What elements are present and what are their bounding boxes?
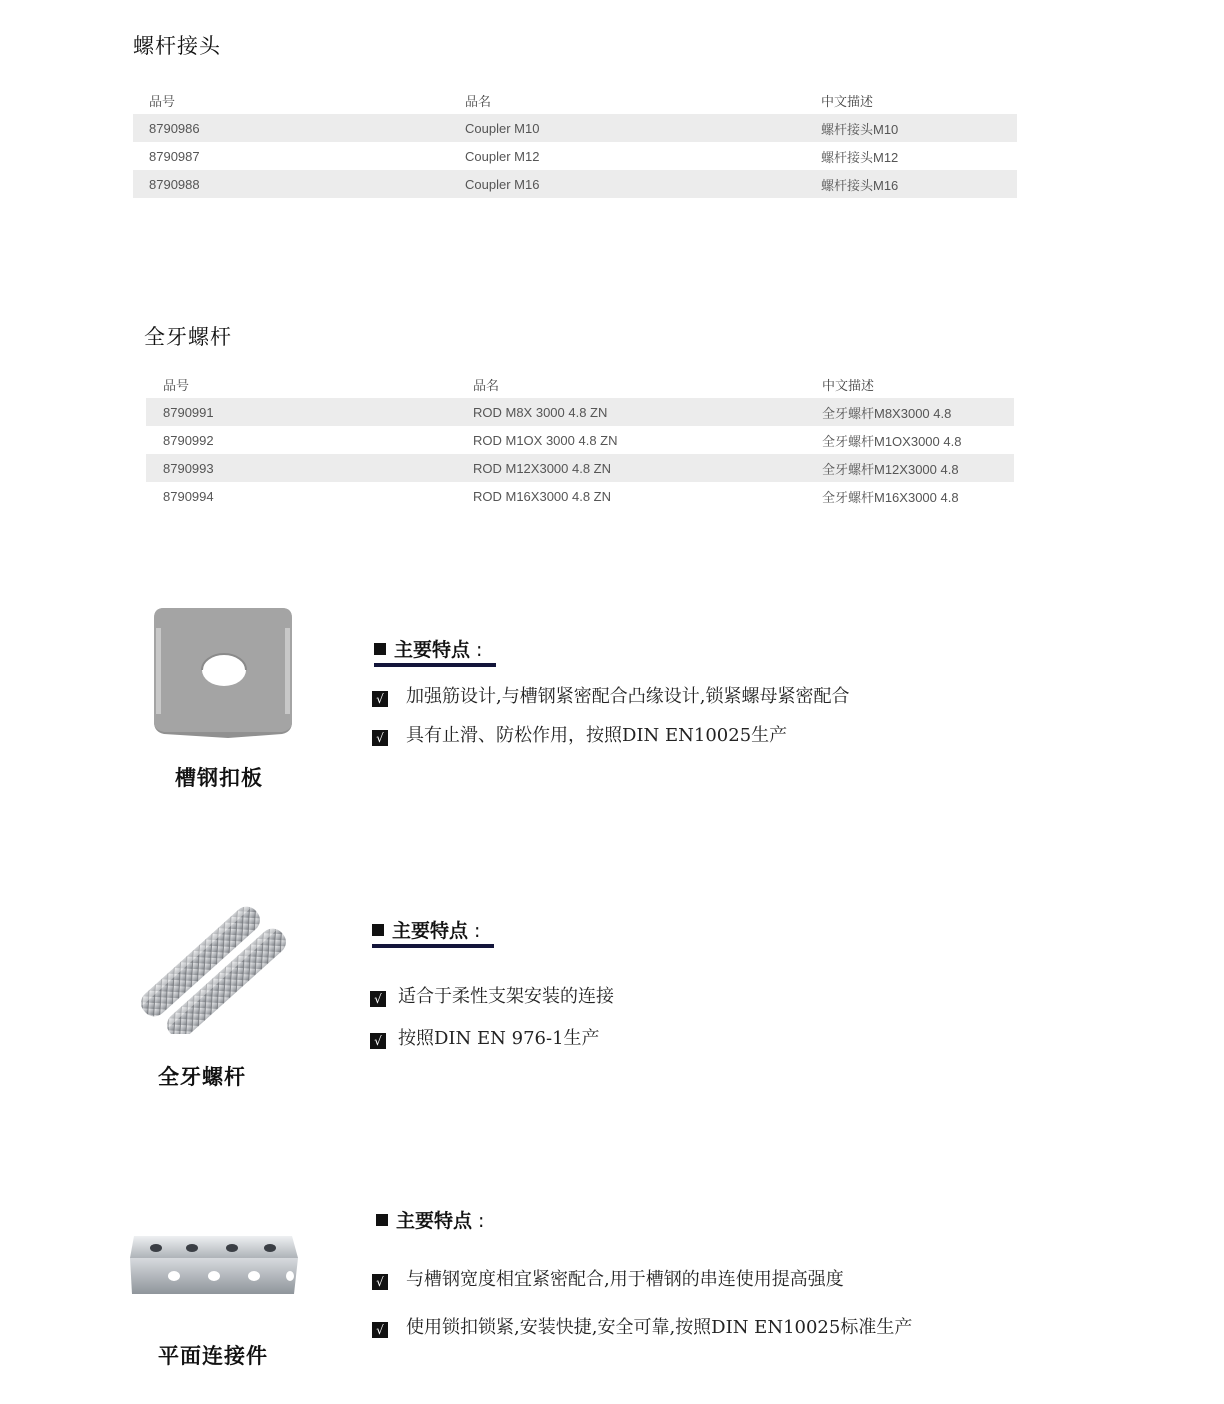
cell-item-name: Coupler M12 xyxy=(465,148,540,164)
square-bullet-icon xyxy=(376,1214,388,1226)
feature-text: 适合于柔性支架安装的连接 xyxy=(398,986,614,1007)
cell-item-no: 8790986 xyxy=(133,114,464,142)
header-cn-desc: 中文描述 xyxy=(822,377,875,393)
features-heading xyxy=(374,635,482,662)
cell-item-no: 8790988 xyxy=(133,170,464,198)
cell-item-name: Coupler M16 xyxy=(464,170,820,198)
header-cn-desc: 中文描述 xyxy=(821,93,874,109)
colon: : xyxy=(476,639,483,661)
table-header-row xyxy=(146,370,1014,398)
square-bullet-icon xyxy=(374,643,386,655)
heading-underline xyxy=(374,663,496,667)
features-heading xyxy=(376,1206,484,1233)
checkbox-check-icon: √ xyxy=(370,1033,386,1049)
product-name-threaded-rod: 全牙螺杆 xyxy=(158,1065,246,1089)
coupler-spec-table xyxy=(133,86,1017,198)
cell-cn-desc: 螺杆接头M12 xyxy=(821,149,899,165)
product-name-channel-washer: 槽钢扣板 xyxy=(175,766,263,790)
table-row xyxy=(133,142,1017,170)
features-title: 主要特点 xyxy=(394,639,471,661)
features-title: 主要特点 xyxy=(396,1210,473,1232)
square-bullet-icon xyxy=(372,924,384,936)
feature-text: 加强筋设计,与槽钢紧密配合凸缘设计,锁紧螺母紧密配合 xyxy=(406,686,850,707)
header-item-no: 品号 xyxy=(163,377,190,393)
flat-connector-plate-icon xyxy=(128,1232,300,1298)
feature-item xyxy=(370,1024,600,1050)
colon: : xyxy=(474,920,481,942)
table-row xyxy=(133,114,1017,142)
checkbox-check-icon: √ xyxy=(372,1274,388,1290)
threaded-rod-icon xyxy=(128,906,292,1034)
checkbox-check-icon: √ xyxy=(372,691,388,707)
feature-text: 使用锁扣锁紧,安装快捷,安全可靠,按照DIN EN10025标准生产 xyxy=(406,1317,913,1338)
cell-cn-desc: 全牙螺杆M1OX3000 4.8 xyxy=(822,433,962,449)
table-row xyxy=(146,482,1014,510)
section-title-coupler: 螺杆接头 xyxy=(133,34,221,58)
cell-cn-desc: 全牙螺杆M12X3000 4.8 xyxy=(821,454,1014,482)
cell-item-no: 8790991 xyxy=(146,398,472,426)
checkbox-check-icon: √ xyxy=(370,991,386,1007)
cell-item-name: Coupler M10 xyxy=(464,114,820,142)
feature-item xyxy=(372,682,849,708)
feature-text: 与槽钢宽度相宜紧密配合,用于槽钢的串连使用提高强度 xyxy=(406,1269,844,1290)
cell-cn-desc: 螺杆接头M16 xyxy=(820,170,1017,198)
cell-item-name: ROD M1OX 3000 4.8 ZN xyxy=(473,432,618,448)
cell-item-name: ROD M12X3000 4.8 ZN xyxy=(472,454,821,482)
cell-item-name: ROD M8X 3000 4.8 ZN xyxy=(472,398,821,426)
table-row xyxy=(146,454,1014,482)
feature-text: 具有止滑、防松作用，按照DIN EN10025生产 xyxy=(406,725,788,746)
feature-item xyxy=(372,1265,844,1291)
checkbox-check-icon: √ xyxy=(372,730,388,746)
features-heading xyxy=(372,916,480,943)
threaded-rod-spec-table xyxy=(146,370,1014,510)
cell-item-no: 8790987 xyxy=(149,148,200,164)
heading-underline xyxy=(372,944,494,948)
feature-item xyxy=(372,721,787,747)
cell-item-name: ROD M16X3000 4.8 ZN xyxy=(473,488,612,504)
cell-cn-desc: 螺杆接头M10 xyxy=(820,114,1017,142)
cell-cn-desc: 全牙螺杆M8X3000 4.8 xyxy=(821,398,1014,426)
features-title: 主要特点 xyxy=(392,920,469,942)
cell-item-no: 8790994 xyxy=(163,488,214,504)
feature-text: 按照DIN EN 976-1生产 xyxy=(398,1028,600,1049)
feature-item xyxy=(370,982,614,1008)
table-header-row xyxy=(133,86,1017,114)
checkbox-check-icon: √ xyxy=(372,1322,388,1338)
cell-cn-desc: 全牙螺杆M16X3000 4.8 xyxy=(822,489,959,505)
header-item-no: 品号 xyxy=(149,93,176,109)
feature-item xyxy=(372,1313,912,1339)
colon: : xyxy=(478,1210,485,1232)
section-title-threaded-rod: 全牙螺杆 xyxy=(144,325,232,349)
header-item-name: 品名 xyxy=(465,93,492,109)
cell-item-no: 8790993 xyxy=(146,454,472,482)
square-washer-plate-icon xyxy=(150,604,296,740)
table-row xyxy=(146,426,1014,454)
product-name-flat-connector: 平面连接件 xyxy=(158,1344,268,1368)
table-row xyxy=(133,170,1017,198)
cell-item-no: 8790992 xyxy=(163,432,214,448)
table-row xyxy=(146,398,1014,426)
header-item-name: 品名 xyxy=(473,377,500,393)
